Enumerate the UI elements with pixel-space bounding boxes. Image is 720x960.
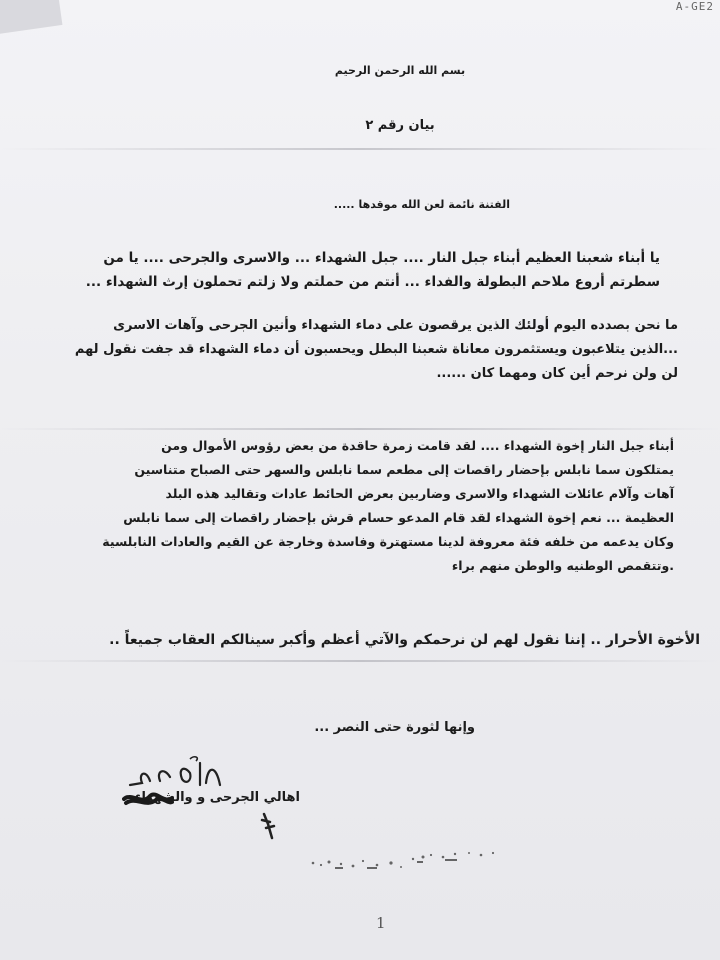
paragraph-3-line: آهات وآلام عائلات الشهداء والاسرى وضاربين بعرض الحائط عادات وتقاليد هذه البلد: [165, 486, 674, 501]
paragraph-3-line: العظيمة ... نعم إخوة الشهداء لقد قام المدعو حسام قرش بإحضار راقصات إلى سما نابلس: [123, 510, 674, 525]
ink-flourish: [256, 812, 282, 842]
statement-number: بيان رقم ٢: [365, 118, 435, 133]
paragraph-1-line: يا أبناء شعبنا العظيم أبناء جبل النار .... جبل الشهداء ... والاسرى والجرحى .... يا من: [103, 250, 660, 266]
paragraph-3-line: يمتلكون سما نابلس بإحضار راقصات إلى مطعم سما نابلس والسهر حتى الصباح متناسين: [134, 462, 674, 477]
final-message: الأخوة الأحرار .. إننا نقول لهم لن نرحمكم والآتي أعظم وأكبر سينالكم العقاب جميعاً ..: [109, 632, 700, 648]
paragraph-3-line: .وتتقمص الوطنيه والوطن منهم براء: [451, 558, 674, 573]
paragraph-2-line: لن ولن نرحم أين كان ومهما كان ......: [436, 366, 678, 381]
page-number: 1: [376, 914, 386, 932]
paragraph-2-line: ما نحن بصدده اليوم أولئك الذين يرقصون على دماء الشهداء وأنين الجرحى وآهات الاسرى: [113, 318, 678, 333]
paragraph-2-line: ...الذين يتلاعبون ويستثمرون معاناة شعبنا البطل ويحسبون أن دماء الشهداء قد جفت نقول لهم: [74, 342, 678, 357]
signature-line: اهالي الجرحى و والشهداء: [134, 790, 300, 805]
redacted-mark: [122, 790, 174, 808]
fold-crease: [0, 148, 720, 150]
fold-crease: [0, 428, 720, 430]
fold-crease: [0, 660, 720, 662]
closing-line: وإنها لثورة حتى النصر ...: [314, 720, 475, 735]
paragraph-3-line: أبناء جبل النار إخوة الشهداء .... لقد قامت زمرة حاقدة من بعض رؤوس الأموال ومن: [161, 438, 674, 453]
paragraph-1-line: سطرتم أروع ملاحم البطولة والفداء ... أنتم من حملتم ولا زلتم تحملون إرث الشهداء ...: [85, 274, 660, 290]
stamp-smudge: [305, 845, 505, 875]
handwritten-signature: [120, 755, 230, 795]
torn-corner: [0, 0, 62, 35]
header-mark: A-GE2: [675, 0, 714, 13]
opening-line: الفتنة نائمة لعن الله موقدها .....: [333, 198, 510, 211]
paragraph-3-line: وكان يدعمه من خلفه فئة معروفة لدينا مستهترة وفاسدة وخارجة عن القيم والعادات النابلسية: [102, 534, 674, 549]
basmala: بسم الله الرحمن الرحيم: [334, 64, 466, 77]
